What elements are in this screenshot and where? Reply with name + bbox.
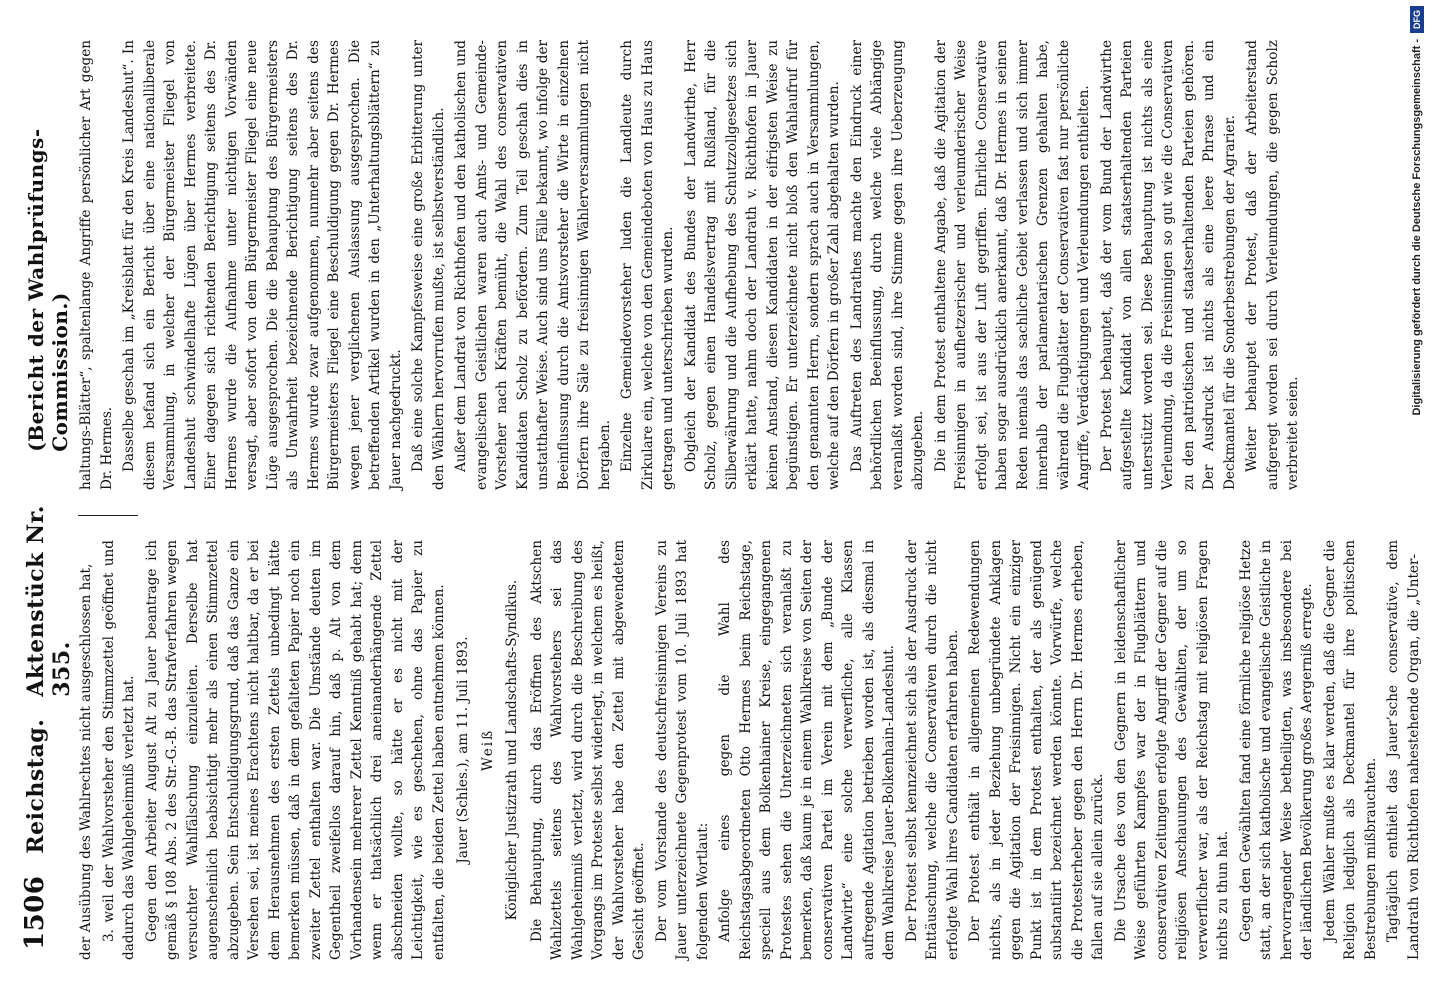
paragraph: Gegen den Arbeiter August Alt zu Jauer beantrage ich gemäß § 108 Abs. 2 des Str.-G.-B. das Strafverfahren wegen versuchter Wahlfälschung einzuleiten. Derselbe hat augenscheinlich beabsichtigt mehr als einen Stimmzettel abzugeben. Sein Entschuldigungsgrund, daß das Ganze ein Versehen sei, ist meines Erachtens nicht haltbar, da er bei dem Herausnehmen des ersten Zettels unbedingt hätte bemerken müssen, daß in dem gefalteten Papier noch ein zweiter Zettel enthalten war. Die Umstände deuten im Gegentheil zweifellos darauf hin, daß p. Alt von dem Vorhandensein mehrerer Zettel Kenntniß gehabt hat; denn wenn er thatsächlich drei aneinanderhängende Zettel abschneiden wollte, so hätte er es nicht mit der Leichtigkeit, wie es geschehen, ohne das Papier zu entfalten, die beiden Zettel haben entnehmen können.	[143, 540, 447, 960]
paragraph: Der vom Vorstande des deutschfreisinnigen Vereins zu Jauer unterzeichnete Gegenprotest vom 10. Juli 1893 hat folgenden Wortlaut:	[653, 540, 711, 960]
paragraph: 3. weil der Wahlvorsteher den Stimmzettel geöffnet und dadurch das Wahlgeheimniß verletzt hat.	[100, 540, 137, 960]
dfg-logo: DFG	[1410, 6, 1424, 33]
paragraph: Anfolge eines gegen die Wahl des Reichstagsabgeordneten Otto Hermes beim Reichstage, speciell aus dem Bolkenhainer Kreise, eingegangenen Protestes sehen die Unterzeichneten sich veranlaßt zu bemerken, daß kaum je in einem Wahlkreise von Seiten der conservativen Partei im Verein mit dem „Bunde der Landwirte“ eine solche verwerfliche, alle Klassen aufregende Agitation betrieben worden ist, als diesmal in dem Wahlkreise Jauer-Bolkenhain-Landeshut.	[717, 540, 897, 960]
paragraph: Gegen den Gewählten fand eine förmliche religiöse Hetze statt, an der sich katholische und evangelische Geistliche in hervorragender Weise betheiligten, was insbesondere bei der ländlichen Bevölkerung großes Aergerniß erregte.	[1237, 540, 1315, 960]
paragraph: der Ausübung des Wahlrechtes nicht ausgeschlossen hat,	[78, 563, 94, 960]
paragraph: Die Ursache des von den Gegnern in leidenschaftlicher Weise geführten Kampfes war der in Flugblättern und conservativen Zeitungen erfolgte Angriff der Gegner auf die religiösen Anschauungen des Gewählten, der um so verwerflicher war, als der Reichstag mit religiösen Fragen nichts zu thun hat.	[1112, 540, 1231, 960]
paragraph: Der Protest behauptet, daß der vom Bund der Landwirthe aufgestellte Kandidat von allen staatserhaltenden Parteien unterstützt worden sei. Diese Behauptung ist nichts als eine Verleumdung, da die Freisinnigen so gut wie die Conservativen zu den patriotischen und staatserhaltenden Parteien gehören. Der Ausdruck ist nichts als eine leere Phrase und ein Deckmantel für die Sonderbestrebungen der Agrarier.	[1098, 40, 1238, 490]
paragraph: Tagtäglich enthielt das Jauer’sche conservative, dem Landrath von Richthofen nahestehende Organ, die „Unter-	[1385, 540, 1422, 960]
paragraph: Obgleich der Kandidat des Bundes der Landwirthe, Herr Scholz, gegen einen Handelsvertrag mit Rußland, für die Silberwährung und die Aufhebung des Schutzzollgesetzes sich erklärt hatte, nahm doch der Landrath v. Richthofen in Jauer keinen Anstand, diesen Kandidaten in der eifrigsten Weise zu begünstigen. Er unterzeichnete nicht bloß den Wahlaufruf für den genannten Herrn, sondern sprach auch in Versammlungen, welche auf den Dörfern in großer Zahl abgehalten wurden.	[682, 40, 842, 490]
signature-title: Königlicher Justizrath und Landschafts-Syndikus.	[504, 579, 520, 921]
page-header	[20, 30, 75, 950]
credit-text: Digitalisierung gefördert durch die Deutsche Forschungsgemeinschaft -	[1411, 39, 1423, 416]
digitization-credit	[1406, 6, 1428, 606]
paragraph: Außer dem Landrat von Richthofen und den katholischen und evangelischen Geistlichen waren auch Amts- und Gemeinde-Vorsteher nach Kräften bemüht, die Wahl des conservativen Kandidaten Scholz zu befördern. Zum Teil geschah dies in unstatthafter Weise. Auch sind uns Fälle bekannt, wo infolge der Beeinflussung durch die Amtsvorsteher die Wirte in einzelnen Dörfern ihre Säle zu freisinnigen Wählerversammlungen nicht hergaben.	[453, 40, 613, 490]
paragraph: haltungs-Blätter“, spaltenlange Angriffe persönlicher Art gegen Dr. Hermes.	[78, 40, 115, 490]
paragraph: Die Behauptung, durch das Eröffnen des Aktschen Wahlzettels seitens des Wahlvorstehers sei das Wahlgeheimniß verletzt, wird durch die Beschreibung des Vorgangs im Proteste selbst widerlegt, in welchem es heißt, der Wahlvorsteher habe den Zettel mit abgewendetem Gesicht geöffnet.	[528, 540, 647, 960]
column-divider	[78, 515, 138, 516]
left-column	[76, 540, 1426, 960]
paragraph: Die in dem Protest enthaltene Angabe, daß die Agitation der Freisinnigen in aufhetzerischer und verleumderischer Weise erfolgt sei, ist aus der Luft gegriffen. Ehrliche Conservative haben sogar ausdrücklich anerkannt, daß Dr. Hermes in seinen Reden niemals das sachliche Gebiet verlassen und sich immer innerhalb der parlamentarischen Grenzen gehalten habe, während die Flugblätter der Conservativen fast nur persönliche Angriffe, Verdächtigungen und Verleumdungen enthielten.	[932, 40, 1092, 490]
dateline: Jauer (Schles.), am 11. Juli 1893.	[455, 636, 471, 864]
paragraph: Das Auftreten des Landrathes machte den Eindruck einer behördlichen Beeinflussung, durch welche viele Abhängige veranlaßt worden sind, ihre Stimme gegen ihre Ueberzeugung abzugeben.	[848, 40, 926, 490]
document-reference: Aktenstück Nr. 355.	[23, 505, 75, 697]
right-column	[76, 40, 1306, 490]
paragraph: Daß eine solche Kampfesweise eine große Erbitterung unter den Wählern hervorrufen mußte, ist selbstverständlich.	[410, 40, 447, 490]
paragraph: Dasselbe geschah im „Kreisblatt für den Kreis Landeshut“. In diesem befand sich ein Bericht über eine nationalliberale Versammlung, in welcher der Bürgermeister Fliegel von Landeshut schwindelhafte Lügen über Hermes verbreitete. Einer dagegen sich richtenden Berichtigung seitens des Dr. Hermes wurde die Aufnahme unter nichtigen Vorwänden versagt, aber sofort von dem Bürgermeister Fliegel eine neue Lüge ausgesprochen. Die die Behauptung des Bürgermeisters als Unwahrheit bezeichnende Berichtigung seitens des Dr. Hermes wurde zwar aufgenommen, nunmehr aber seitens des Bürgermeisters Fliegel eine Beschuldigung gegen Dr. Hermes wegen jener verglichenen Auslassung ausgesprochen. Die betreffenden Artikel wurden in den „Unterhaltungsblättern“ zu Jauer nachgedruckt.	[121, 40, 404, 490]
paragraph: Der Protest enthält in allgemeinen Redewendungen nichts, als in jeder Beziehung unbegründete Anklagen gegen die Agitation der Freisinnigen. Nicht ein einziger Punkt ist in dem Protest enthalten, der als genügend substantiirt bezeichnet werden könnte. Vorwürfe, welche die Protesterheber gegen den Herrn Dr. Hermes erheben, fallen auf sie allein zurück.	[967, 540, 1106, 960]
paragraph: Der Protest selbst kennzeichnet sich als der Ausdruck der Enttäuschung, welche die Conservativen durch die nicht erfolgte Wahl ihres Candidaten erfahren haben.	[903, 540, 961, 960]
paragraph: Jedem Wähler mußte es klar werden, daß die Gegner die Religion lediglich als Deckmantel für ihre politischen Bestrebungen mißbrauchten.	[1321, 540, 1379, 960]
page-number: 1506	[20, 875, 50, 950]
report-title: (Bericht der Wahlprüfungs-Commission.)	[24, 128, 72, 452]
signature: Weiß	[479, 728, 496, 772]
paragraph: Einzelne Gemeindevorsteher luden die Landleute durch Zirkulare ein, welche von den Gemeindeboten von Haus zu Haus getragen und unterschrieben wurden.	[619, 40, 676, 490]
paragraph: Weiter behauptet der Protest, daß der Arbeiterstand aufgeregt worden sei durch Verleumdungen, die gegen Scholz verbreitet seien.	[1244, 40, 1301, 490]
publication-title: Reichstag.	[23, 718, 49, 854]
